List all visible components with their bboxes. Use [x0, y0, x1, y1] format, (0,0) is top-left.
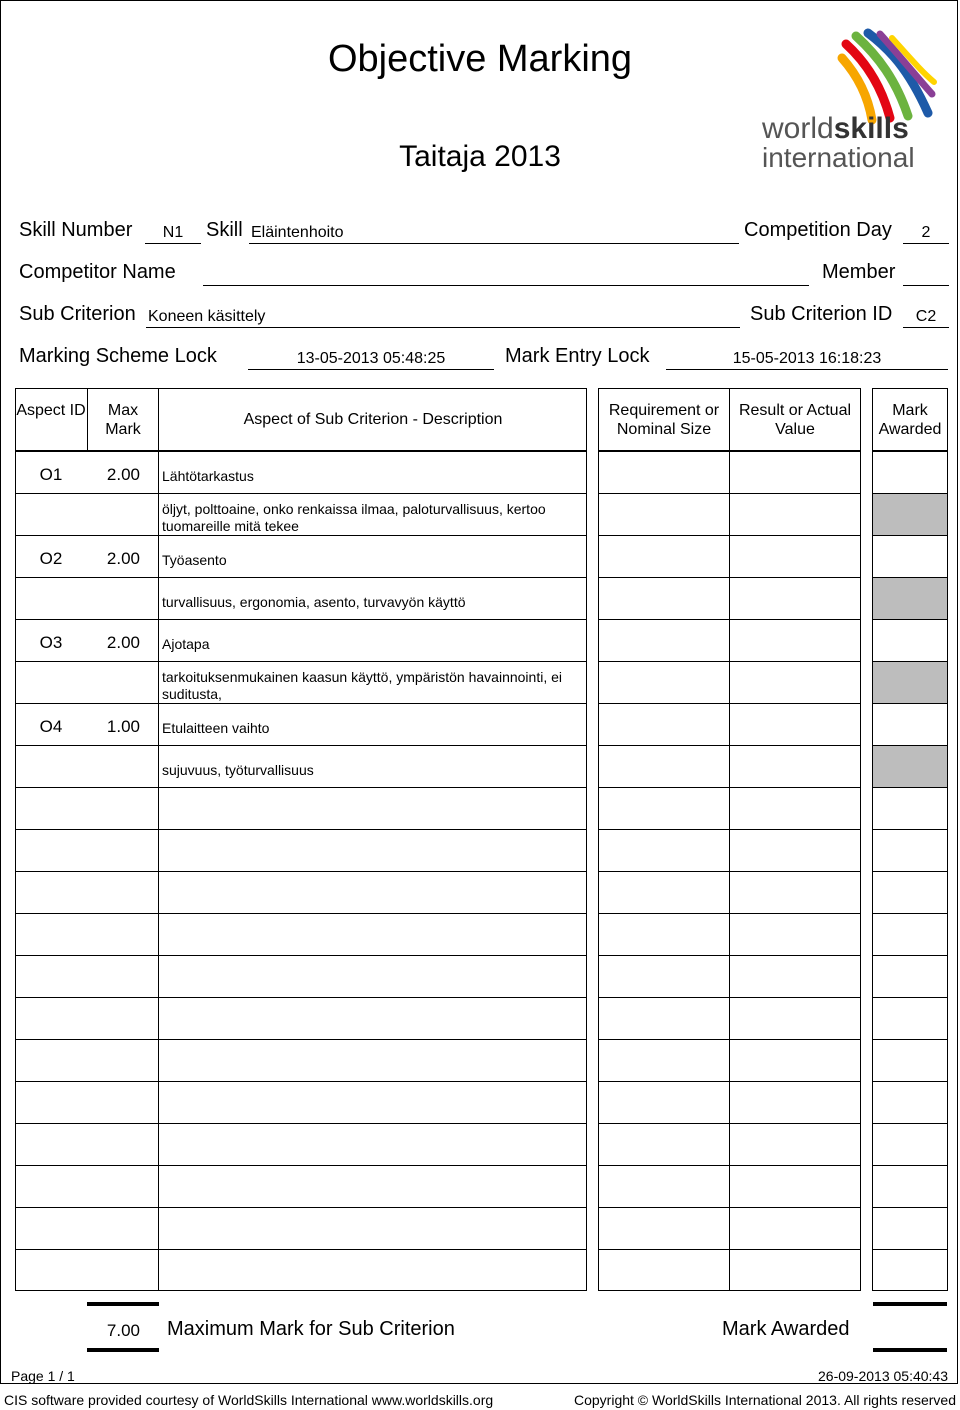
row-separator: [16, 577, 586, 578]
row-separator: [16, 493, 586, 494]
row-separator: [873, 1249, 947, 1250]
mark-cell-shaded[interactable]: [873, 662, 947, 703]
row-separator: [16, 1249, 586, 1250]
row-separator: [599, 829, 860, 830]
aspect-desc-o2: Työasento: [162, 552, 227, 568]
aspect-desc-o1: Lähtötarkastus: [162, 468, 254, 484]
competition-day-label: Competition Day: [744, 219, 892, 241]
row-separator: [873, 1207, 947, 1208]
mark-entry-lock-underline: [666, 369, 948, 370]
member-label: Member: [822, 261, 896, 283]
sub-criterion-id-underline: [903, 327, 949, 328]
marking-scheme-lock-value: 13-05-2013 05:48:25: [296, 350, 446, 367]
row-separator: [873, 955, 947, 956]
row-separator: [873, 1123, 947, 1124]
aspect-detail-o2: turvallisuus, ergonomia, asento, turvavyön käyttö: [162, 594, 466, 610]
page-subtitle: Taitaja 2013: [399, 140, 561, 173]
row-separator: [16, 1123, 586, 1124]
sub-criterion-underline: [146, 327, 740, 328]
max-mark-o4: 1.00: [106, 717, 140, 736]
row-separator: [599, 913, 860, 914]
sub-criterion-label: Sub Criterion: [19, 303, 136, 325]
row-separator: [873, 535, 947, 536]
row-separator: [599, 577, 860, 578]
aspect-detail-o1: öljyt, polttoaine, onko renkaissa ilmaa, paloturvallisuus, kertoo tuomareille mitä tekee: [162, 501, 546, 534]
mark-entry-lock-value: 15-05-2013 16:18:23: [732, 350, 882, 367]
aspect-id-o1: O1: [39, 465, 63, 484]
skill-value[interactable]: Eläintenhoito: [251, 224, 344, 241]
row-separator: [873, 1081, 947, 1082]
aspect-id-o4: O4: [39, 717, 63, 736]
row-separator: [599, 1081, 860, 1082]
row-separator: [599, 787, 860, 788]
header-aspect-id: Aspect ID: [16, 402, 86, 419]
mark-entry-lock-label: Mark Entry Lock: [505, 345, 650, 367]
mark-cell-shaded[interactable]: [873, 494, 947, 535]
row-separator: [16, 619, 586, 620]
row-separator: [16, 829, 586, 830]
row-separator: [16, 997, 586, 998]
max-mark-o2: 2.00: [106, 549, 140, 568]
marking-scheme-lock-label: Marking Scheme Lock: [19, 345, 217, 367]
credit-text: CIS software provided courtesy of WorldSkills International www.worldskills.org: [4, 1392, 494, 1408]
row-separator: [599, 997, 860, 998]
row-separator: [873, 1039, 947, 1040]
page-title: Objective Marking: [327, 38, 633, 80]
logo-text-skills: skills: [833, 112, 909, 145]
row-separator: [599, 1123, 860, 1124]
row-separator: [16, 871, 586, 872]
row-separator: [599, 955, 860, 956]
max-mark-total: 7.00: [106, 1321, 140, 1340]
marking-scheme-lock-underline: [248, 369, 494, 370]
max-mark-o1: 2.00: [106, 465, 140, 484]
row-separator: [873, 997, 947, 998]
mark-cell-shaded[interactable]: [873, 578, 947, 619]
skill-number-underline: [145, 243, 201, 244]
aspect-detail-o4: sujuvuus, työturvallisuus: [162, 762, 314, 778]
awarded-bottom-rule: [873, 1348, 947, 1352]
row-separator: [599, 535, 860, 536]
row-separator: [16, 661, 586, 662]
header-requirement: Requirement or Nominal Size: [608, 402, 720, 438]
aspect-desc-o3: Ajotapa: [162, 636, 210, 652]
row-separator: [873, 829, 947, 830]
row-separator: [16, 787, 586, 788]
sub-criterion-value[interactable]: Koneen käsittely: [148, 308, 266, 325]
max-mark-total-label: Maximum Mark for Sub Criterion: [167, 1318, 455, 1340]
worldskills-logo: [758, 28, 938, 178]
skill-number-label: Skill Number: [19, 219, 133, 241]
row-separator: [16, 1207, 586, 1208]
row-separator: [599, 1039, 860, 1040]
row-separator: [599, 745, 860, 746]
row-separator: [873, 619, 947, 620]
row-separator: [873, 871, 947, 872]
row-separator: [599, 493, 860, 494]
row-separator: [16, 535, 586, 536]
skill-underline: [249, 243, 739, 244]
aspect-id-o3: O3: [39, 633, 63, 652]
awarded-top-rule: [873, 1302, 947, 1306]
row-separator: [16, 703, 586, 704]
logo-text-international: international: [762, 142, 915, 173]
row-separator: [873, 1165, 947, 1166]
row-separator: [16, 1081, 586, 1082]
max-mark-o3: 2.00: [106, 633, 140, 652]
header-result: Result or Actual Value: [738, 402, 852, 438]
sub-criterion-id-label: Sub Criterion ID: [750, 303, 893, 325]
row-separator: [16, 1165, 586, 1166]
row-separator: [16, 955, 586, 956]
header-awarded: Mark Awarded: [878, 402, 942, 438]
aspect-id-o2: O2: [39, 549, 63, 568]
member-underline: [903, 285, 949, 286]
page-number: Page 1 / 1: [11, 1368, 75, 1384]
skill-number-value[interactable]: N1: [162, 224, 184, 241]
row-separator: [16, 745, 586, 746]
row-separator: [599, 1165, 860, 1166]
row-separator: [599, 1207, 860, 1208]
total-top-rule: [87, 1302, 159, 1306]
row-separator: [599, 703, 860, 704]
row-separator: [599, 619, 860, 620]
sub-criterion-id-value[interactable]: C2: [915, 308, 937, 325]
competitor-name-underline: [203, 285, 809, 286]
aspect-desc-o4: Etulaitteen vaihto: [162, 720, 270, 736]
aspect-detail-o3: tarkoituksenmukainen kaasun käyttö, ympäristön havainnointi, ei suditusta,: [162, 669, 562, 702]
row-separator: [16, 913, 586, 914]
competitor-name-label: Competitor Name: [19, 261, 176, 283]
row-separator: [873, 913, 947, 914]
logo-text-world: world: [762, 112, 834, 145]
mark-cell-shaded[interactable]: [873, 746, 947, 787]
copyright-text: Copyright © WorldSkills International 2013. All rights reserved: [573, 1392, 956, 1408]
header-max-mark: Max Mark: [105, 402, 141, 438]
row-separator: [599, 1249, 860, 1250]
total-bottom-rule: [87, 1348, 159, 1352]
row-separator: [873, 703, 947, 704]
row-separator: [873, 787, 947, 788]
row-separator: [599, 661, 860, 662]
skill-label: Skill: [206, 219, 243, 241]
header-description: Aspect of Sub Criterion - Description: [243, 411, 503, 428]
print-timestamp: 26-09-2013 05:40:43: [818, 1368, 948, 1384]
competition-day-underline: [903, 243, 949, 244]
mark-awarded-total-label: Mark Awarded: [722, 1318, 850, 1340]
competition-day-value[interactable]: 2: [921, 224, 931, 241]
row-separator: [599, 871, 860, 872]
row-separator: [16, 1039, 586, 1040]
